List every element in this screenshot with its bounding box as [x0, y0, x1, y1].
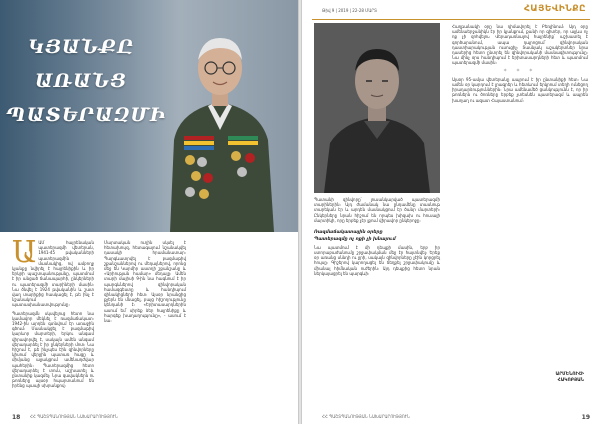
issue-info: Թիվ 9 | 2019 | 22-28 ՄԱՐՏ: [322, 8, 378, 13]
title-line-3: ՊԱՏԵՐԱԶՄԻ: [6, 104, 167, 126]
body-text-b: Նա պատմում է մի դեպքի մասին, երբ իր ստորաբաժանումը շրջափակման մեջ էր հայտնվել։ Երեք օր առանց սննդի ու ջրի, սակայն զինվորները չէին կորցրել հույսը։ Գիշերով կարողացել են ճեղքել շրջափակումը և միանալ հիմնական ուժերին։ Այդ դեպքից հետո նրան ներկայացրել են պարգևի։: [314, 244, 440, 276]
veteran-photo-panel: [0, 0, 298, 232]
left-column-2: [104, 240, 186, 323]
intro-text: ԱՄ հայրենական պատերազմի վետերան, 1941-45 թվականների պատերազմին մասնակից, ով ամբողջ կյանքը նվիրել է հայրենիքին և իր երկրի պաշտպանությանը, պատմում է իր անցած ճանապարհի, ընկերների ու պատերազմի տարիների մասին։ Նա ծնվել է 1924 թվականին և շատ վաղ տարիքից հասկացել է, թե ինչ է նշանակում պատասխանատվությունը։: [12, 240, 94, 308]
body-text-1: Պատերազմն սկսվելուց հետո նա կամավոր մեկնել է ռազմաճակատ։ 1942-ին արդեն գտնվում էր առաջին գծում։ Մասնակցել է բազմաթիվ կարևոր մարտերի, երկու անգամ վիրավորվել է, սակայն ամեն անգամ վերադարձել է իր ընկերների մոտ։ Նա հիշում է, թե ինչպես էին զինվորները կիսում վերջին պատառ հացը և միմյանց աջակցում ամենադժվար պահերին։ Պատերազմից հետո վերադարձել է տուն, աշխատել և ընտանիք կազմել։ Նրա զավակներն ու թոռները այսօր հպարտանում են իրենց պապի սխրանքով։: [12, 310, 94, 389]
body-text-c: Հաղթանակի օրը նա դիմավորել է Բեռլինում։ Այդ օրը ամենաերջանիկն էր իր կյանքում, քանի որ գիտեր, որ այլևս ոչ ոք չի զոհվելու։ Վերադառնալով հայրենիք՝ աշխատել է գործարանում, ապա դպրոցում՝ զինվորական դաստիարակության ուսուցիչ։ Տասնյակ աշակերտներ նրա դասերից հետո ընտրել են զինվորականի մասնագիտությունը։ Նա մինչ օրս հանդիպում է երիտասարդների հետ և պատմում պատերազմի մասին։: [452, 24, 588, 66]
right-column-2: [452, 24, 588, 103]
author-last-name: ՀԱԿՈԲՅԱՆ: [557, 378, 584, 383]
header-rule: [312, 19, 590, 20]
section-separator: * * *: [503, 67, 537, 75]
section-tag: ՀԱՅԵՎԻՆՔԸ: [523, 4, 586, 14]
footer-right: ՀՀ ՊԱՇՏՊԱՆՈՒԹՅԱՆ ՆԱԽԱՐԱՐՈՒԹՅՈՒՆ: [322, 414, 410, 419]
title-line-2: ԱՌԱՆՑ: [34, 70, 128, 92]
caption-text: Պատանի զինվորը՝ լուսանկարված պատերազմի տարիներին։ Այդ ժամանակ նա ընդամենը տասնութ տարեկան էր և արդեն մասնակցում էր ծանր մարտերի։ Ընկերները նրան հիշում են որպես խիզախ ու հուսալի մարտիկի, որը երբեք չէր լքում վիրավոր ընկերոջը։: [314, 197, 440, 223]
body-text-d: Այսօր 95-ամյա վետերանը ապրում է իր ընտանիքի հետ։ Նա ամեն օր կարդում է լրագրեր և հետևում երկրում տեղի ունեցող իրադարձություններին։ Նրա ամենամեծ ցանկությունն է, որ իր թոռներն ու ծոռները երբեք չտեսնեն պատերազմ և ապրեն խաղաղ ու ազատ Հայաստանում։: [452, 76, 588, 103]
right-column-1: [314, 197, 440, 223]
article-title: [6, 30, 167, 132]
body-text-2: Մարտական ուղին սկսել է հետախույզ, հետագայում նշանակվել դասակի հրամանատար։ Պարգևատրվել է բազմաթիվ շքանշաններով ու մեդալներով, որոնց մեջ են Կարմիր աստղի շքանշանը և «Արիության համար» մեդալը։ Ամեն տարի մայիսի 9-ին նա հագնում է իր պարգևներով զինվորական համազգեստը և հանդիպում զինակիցների հետ։ Այսօր նրանցից քչերն են մնացել, բայց հիշողությունը կենդանի է։ «Երիտասարդներին ասում եմ՝ սիրեք ձեր հայրենիքը և հարգեք խաղաղությունը», - ասում է նա։: [104, 240, 186, 324]
veteran-photo: [150, 10, 290, 232]
left-column-1: [12, 235, 94, 389]
title-line-1: ԿՅԱՆՔԸ: [28, 36, 134, 58]
left-page: [0, 0, 298, 424]
subheading: Ռազմաճակատային օրերը: [314, 230, 383, 235]
subheading-2: Պատերազմը ոչ ոքի չի խնայում: [314, 237, 396, 243]
soldier-portrait: [314, 23, 440, 193]
right-page: [302, 0, 600, 424]
author-signature: [556, 372, 584, 384]
page-number-right: 19: [581, 414, 590, 421]
right-column-1b: [314, 228, 440, 276]
portrait-photo: [314, 23, 440, 193]
footer-left: ՀՀ ՊԱՇՏՊԱՆՈՒԹՅԱՆ ՆԱԽԱՐԱՐՈՒԹՅՈՒՆ: [30, 414, 118, 419]
author-first-name: ԱՐՄԵՆՈՒՀԻ: [555, 372, 584, 377]
drop-cap: Ա: [12, 235, 37, 270]
page-number-left: 18: [12, 414, 21, 421]
